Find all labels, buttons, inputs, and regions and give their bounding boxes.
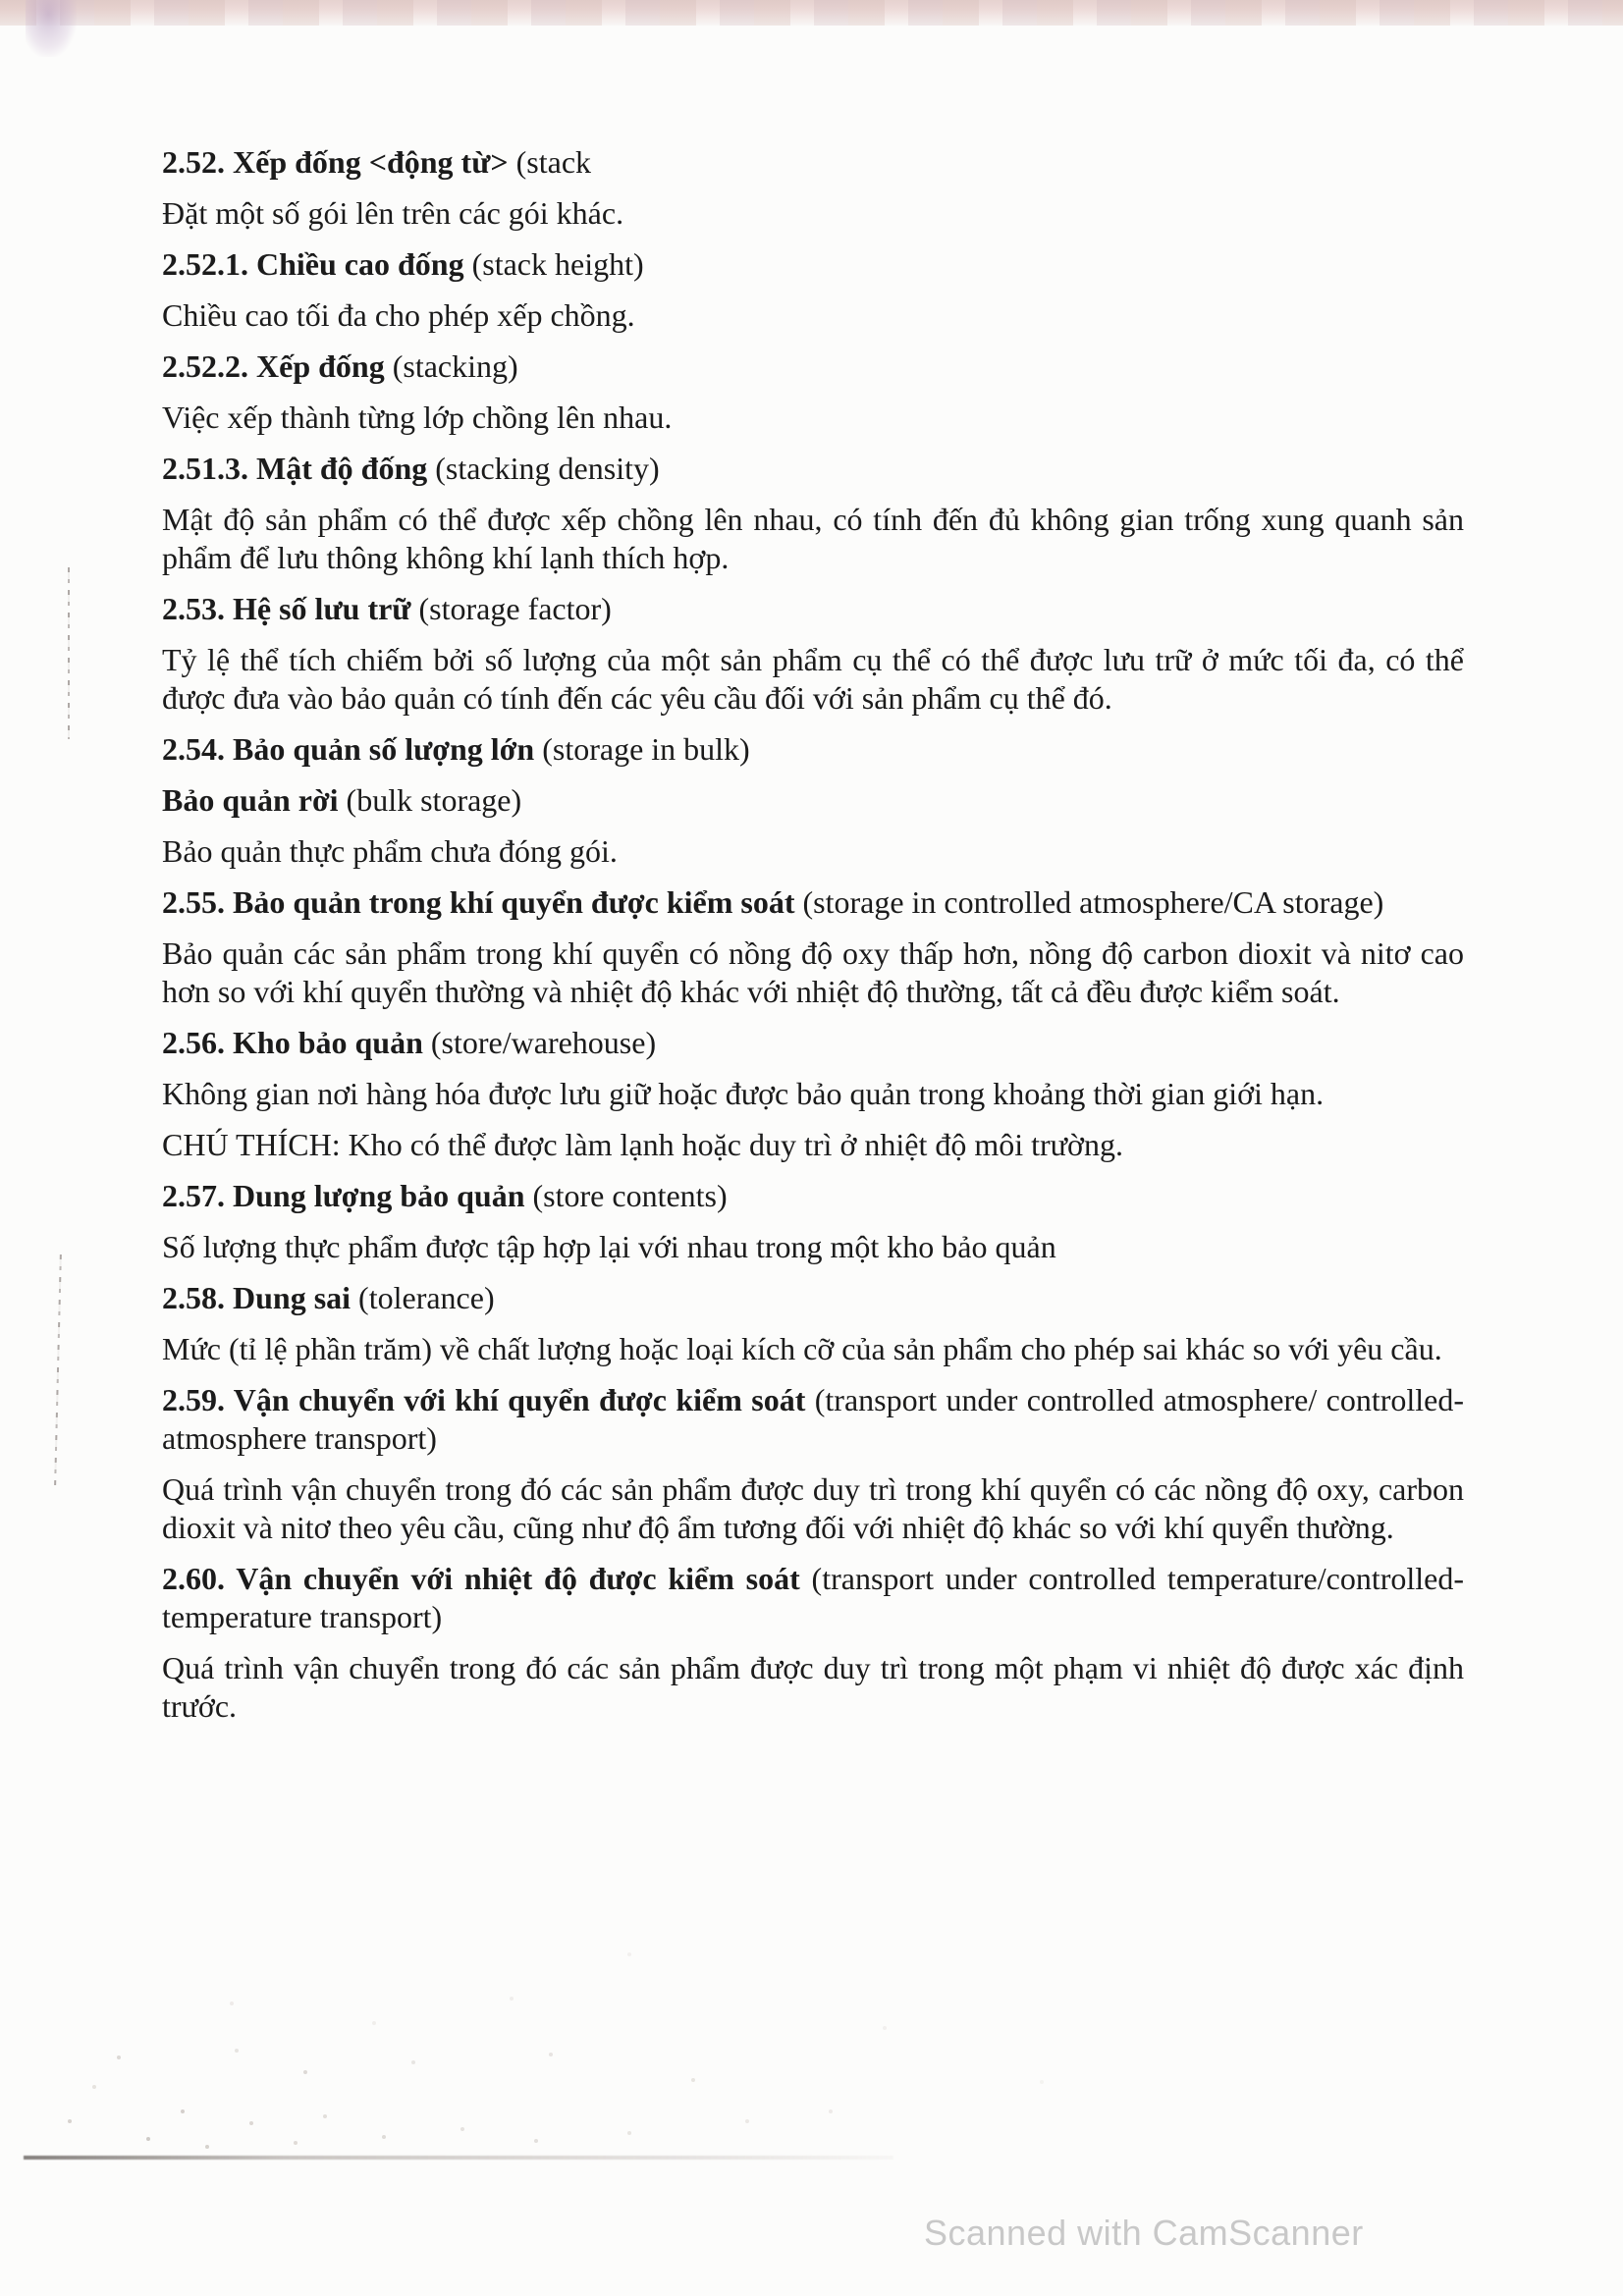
- term-en: (store/warehouse): [422, 1025, 657, 1060]
- term-en: (transport under controlled atmosphere/ controlled-atmosphere transport): [162, 1382, 1465, 1456]
- term-vi: 2.58. Dung sai: [162, 1280, 352, 1315]
- term-heading: [162, 1560, 1464, 1636]
- term-vi: 2.52.1. Chiều cao đống: [162, 246, 464, 282]
- scan-noise-speckles: [0, 0, 2, 2]
- term-heading: [162, 1024, 1464, 1062]
- term-heading: [162, 781, 1464, 820]
- term-vi: 2.57. Dung lượng bảo quản: [162, 1178, 525, 1213]
- term-en: (bulk storage): [338, 782, 522, 818]
- scan-blob-artifact: [26, 0, 77, 57]
- left-margin-scan-artifact: [54, 1255, 62, 1485]
- term-heading: [162, 450, 1464, 488]
- definition-text: Quá trình vận chuyển trong đó các sản phẩm được duy trì trong một phạm vi nhiệt độ được xác định trước.: [162, 1650, 1464, 1724]
- term-en: (storage in bulk): [534, 731, 750, 767]
- term-vi: 2.52. Xếp đống <động từ>: [162, 144, 509, 180]
- camscanner-watermark: Scanned with CamScanner: [924, 2213, 1364, 2253]
- term-vi: 2.59. Vận chuyển với khí quyển được kiểm soát: [162, 1382, 806, 1417]
- term-heading: [162, 1279, 1464, 1317]
- definition-text: Mức (tỉ lệ phần trăm) về chất lượng hoặc loại kích cỡ của sản phẩm cho phép sai khác so với yêu cầu.: [162, 1331, 1442, 1366]
- term-heading: [162, 883, 1464, 922]
- definition-text: Bảo quản các sản phẩm trong khí quyển có nồng độ oxy thấp hơn, nồng độ carbon dioxit và nitơ cao hơn so với khí quyển thường và nhiệt độ khác với nhiệt độ thường, tất cả đều được kiểm soát.: [162, 935, 1464, 1009]
- term-vi: 2.51.3. Mật độ đống: [162, 451, 428, 486]
- term-heading: [162, 347, 1464, 386]
- note-text: CHÚ THÍCH: Kho có thể được làm lạnh hoặc duy trì ở nhiệt độ môi trường.: [162, 1127, 1123, 1162]
- definition-text: Chiều cao tối đa cho phép xếp chồng.: [162, 297, 635, 333]
- term-en: (tolerance): [351, 1280, 495, 1315]
- definition-text: Số lượng thực phẩm được tập hợp lại với nhau trong một kho bảo quản: [162, 1229, 1056, 1264]
- left-margin-scan-artifact: [68, 567, 70, 739]
- term-vi: 2.52.2. Xếp đống: [162, 348, 385, 384]
- definition-text: Không gian nơi hàng hóa được lưu giữ hoặc được bảo quản trong khoảng thời gian giới hạn.: [162, 1076, 1325, 1111]
- term-vi: 2.60. Vận chuyển với nhiệt độ được kiểm soát: [162, 1561, 800, 1596]
- term-en: (stacking): [384, 348, 518, 384]
- term-en: (transport under controlled temperature/controlled-temperature transport): [162, 1561, 1464, 1634]
- term-vi: 2.54. Bảo quản số lượng lớn: [162, 731, 535, 767]
- term-heading: [162, 1381, 1464, 1458]
- term-en: (store contents): [524, 1178, 728, 1213]
- definition-text: Bảo quản thực phẩm chưa đóng gói.: [162, 833, 618, 869]
- term-vi: Bảo quản rời: [162, 782, 339, 818]
- term-heading: [162, 1177, 1464, 1215]
- definition-text: Mật độ sản phẩm có thể được xếp chồng lên nhau, có tính đến đủ không gian trống xung quanh sản phẩm để lưu thông không khí lạnh thích hợp.: [162, 502, 1464, 575]
- definition-text: Việc xếp thành từng lớp chồng lên nhau.: [162, 400, 673, 435]
- term-en: (storage in controlled atmosphere/CA storage): [794, 884, 1384, 920]
- definition-text: Tỷ lệ thể tích chiếm bởi số lượng của một sản phẩm cụ thể có thể được lưu trữ ở mức tối đa, có thể được đưa vào bảo quản có tính đến các yêu cầu đối với sản phẩm cụ thể đó.: [162, 642, 1464, 716]
- term-heading: [162, 143, 1464, 182]
- term-heading: [162, 730, 1464, 769]
- term-heading: [162, 590, 1464, 628]
- term-en: (stack: [508, 144, 592, 180]
- term-en: (stack height): [463, 246, 644, 282]
- document-text-column: [162, 0, 1464, 1738]
- definition-text: Đặt một số gói lên trên các gói khác.: [162, 195, 624, 231]
- term-en: (stacking density): [427, 451, 660, 486]
- term-heading: [162, 245, 1464, 284]
- term-vi: 2.55. Bảo quản trong khí quyển được kiểm soát: [162, 884, 795, 920]
- definition-text: Quá trình vận chuyển trong đó các sản phẩm được duy trì trong khí quyển có các nồng độ oxy, carbon dioxit và nitơ theo yêu cầu, cũng như độ ẩm tương đối với nhiệt độ khác so với khí quyển thường.: [162, 1471, 1464, 1545]
- scan-line-artifact: [24, 2156, 893, 2160]
- term-en: (storage factor): [410, 591, 612, 626]
- term-vi: 2.56. Kho bảo quản: [162, 1025, 423, 1060]
- term-vi: 2.53. Hệ số lưu trữ: [162, 591, 411, 626]
